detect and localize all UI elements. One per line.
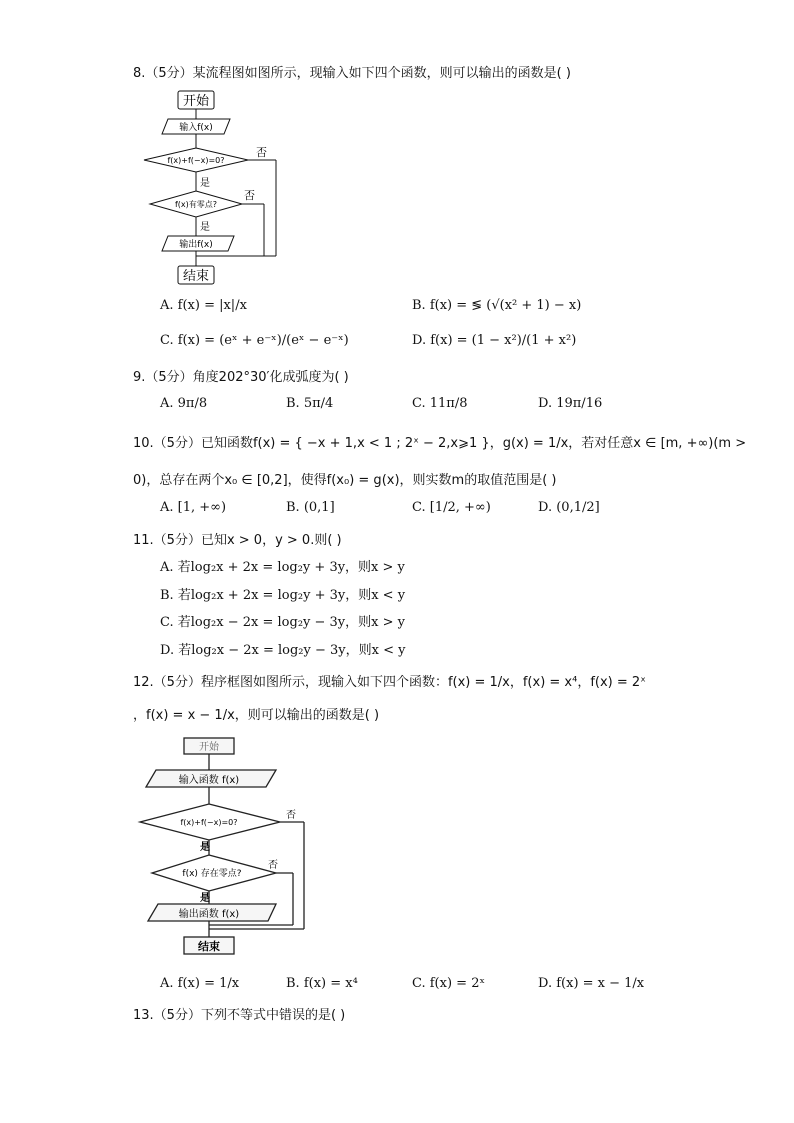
- q12-option-a: A. f(x) = 1/x: [160, 976, 240, 991]
- q8-stem: 8.（5分）某流程图如图所示，现输入如下四个函数，则可以输出的函数是( ): [133, 66, 571, 81]
- q9-option-b: B. 5π/4: [286, 396, 334, 411]
- q10-option-a: A. [1, +∞): [160, 500, 227, 515]
- q12-yes2-label: 是: [200, 893, 210, 904]
- q11-option-c: C. 若log₂x − 2x = log₂y − 3y，则x > y: [160, 615, 405, 630]
- q9-option-a: A. 9π/8: [160, 396, 208, 411]
- q12-option-c: C. f(x) = 2ˣ: [412, 976, 485, 991]
- q8-no2-label: 否: [244, 189, 255, 202]
- q10-option-d: D. (0,1/2]: [538, 500, 600, 515]
- q12-input-label: 输入函数 f(x): [178, 775, 240, 786]
- q12-no2-label: 否: [268, 860, 278, 871]
- q9-option-c: C. 11π/8: [412, 396, 468, 411]
- q10-option-b: B. (0,1]: [286, 500, 335, 515]
- q8-no1-label: 否: [256, 146, 267, 159]
- q10-stem-line2: 0)，总存在两个x₀ ∈ [0,2]，使得f(x₀) = g(x)，则实数m的取值范围是( ): [133, 473, 557, 488]
- q11-option-b: B. 若log₂x + 2x = log₂y + 3y，则x < y: [160, 588, 406, 603]
- q12-cond2-label: f(x) 存在零点?: [182, 869, 242, 879]
- q11-stem: 11.（5分）已知x > 0，y > 0.则( ): [133, 533, 342, 548]
- q8-end-label: 结束: [182, 269, 210, 284]
- q8-output-label: 输出f(x): [179, 240, 213, 250]
- q12-output-label: 输出函数 f(x): [178, 909, 240, 920]
- q12-option-b: B. f(x) = x⁴: [286, 976, 358, 991]
- q11-option-a: A. 若log₂x + 2x = log₂y + 3y，则x > y: [160, 560, 405, 575]
- q12-cond1-label: f(x)+f(−x)=0?: [180, 818, 238, 827]
- q8-option-b: B. f(x) = ≶ (√(x² + 1) − x): [412, 298, 582, 313]
- q9-option-d: D. 19π/16: [538, 396, 603, 411]
- q8-cond1-label: f(x)+f(−x)=0?: [167, 156, 225, 165]
- q8-yes2-label: 是: [200, 222, 210, 233]
- q9-stem: 9.（5分）角度202°30′化成弧度为( ): [133, 370, 349, 385]
- q8-option-a: A. f(x) = |x|/x: [160, 298, 247, 313]
- q8-start-label: 开始: [182, 94, 210, 109]
- q8-input-label: 输入f(x): [179, 123, 213, 133]
- q8-option-c: C. f(x) = (eˣ + e⁻ˣ)/(eˣ − e⁻ˣ): [160, 333, 349, 348]
- q12-option-d: D. f(x) = x − 1/x: [538, 976, 645, 991]
- q11-option-d: D. 若log₂x − 2x = log₂y − 3y，则x < y: [160, 643, 406, 658]
- q10-option-c: C. [1/2, +∞): [412, 500, 491, 515]
- q8-cond2-label: f(x)有零点?: [174, 200, 218, 209]
- q10-stem-line1: 10.（5分）已知函数f(x) = { −x + 1,x < 1 ; 2ˣ − 2,x⩾1 }，g(x) = 1/x，若对任意x ∈ [m, +∞)(m >: [133, 436, 747, 451]
- q8-yes1-label: 是: [200, 178, 210, 189]
- q12-no1-label: 否: [286, 810, 296, 821]
- q12-stem-line2: ，f(x) = x − 1/x，则可以输出的函数是( ): [133, 708, 380, 723]
- q12-flowchart: [136, 732, 316, 962]
- q8-option-d: D. f(x) = (1 − x²)/(1 + x²): [412, 333, 577, 348]
- q12-stem-line1: 12.（5分）程序框图如图所示，现输入如下四个函数：f(x) = 1/x，f(x) = x⁴，f(x) = 2ˣ: [133, 675, 646, 690]
- q8-flowchart: [130, 86, 290, 291]
- q13-stem: 13.（5分）下列不等式中错误的是( ): [133, 1008, 346, 1023]
- q12-start-label: 开始: [199, 742, 219, 753]
- q12-end-label: 结束: [198, 940, 220, 953]
- q12-yes1-label: 是: [200, 842, 210, 853]
